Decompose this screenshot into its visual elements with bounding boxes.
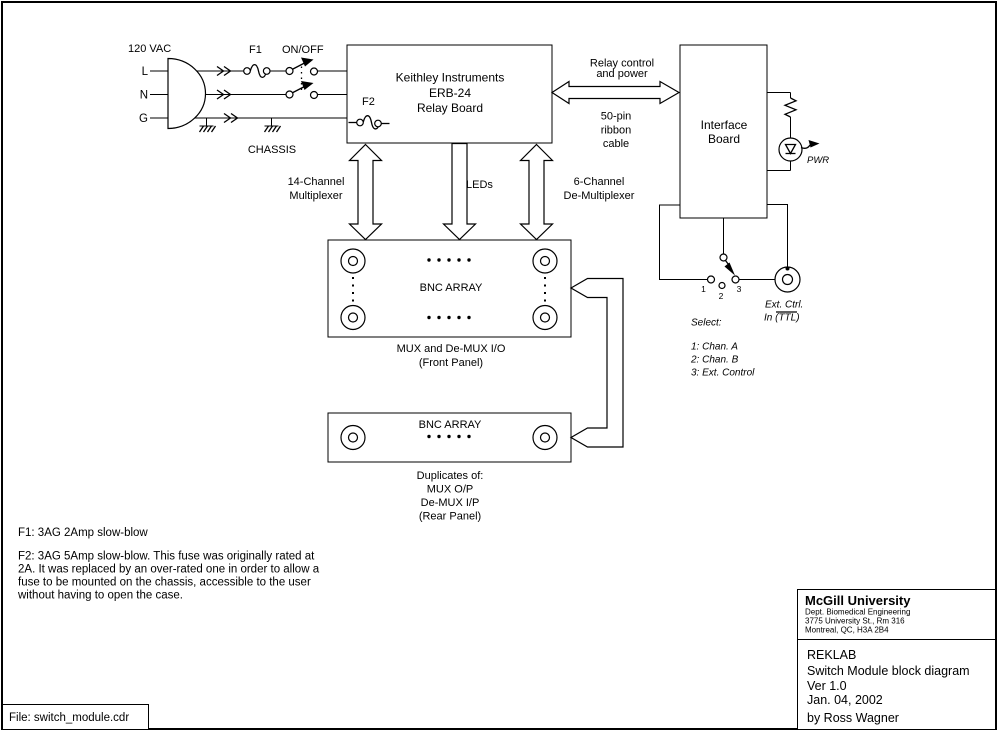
ext-ctrl-bnc-tap xyxy=(786,267,790,271)
selector-circuit xyxy=(660,205,804,379)
relay-board-block xyxy=(347,45,552,143)
leds-label: LEDs xyxy=(466,179,493,191)
title-block xyxy=(798,590,996,730)
front-rear-link-arrow xyxy=(571,279,623,448)
rear-panel-block xyxy=(328,413,571,523)
ribbon-label-top2: and power xyxy=(596,68,648,80)
selector-wire-right xyxy=(767,205,788,268)
rear-panel-caption2: MUX O/P xyxy=(426,483,474,496)
selector-contact-1 xyxy=(708,276,715,283)
ribbon-label-bottom2: ribbon xyxy=(600,124,632,137)
chassis-ground-2 xyxy=(265,118,281,132)
mux-label2: Multiplexer xyxy=(289,190,343,202)
front-panel-caption1: MUX and De-MUX I/O xyxy=(396,343,506,355)
demux-bus-arrow xyxy=(521,145,553,240)
demux-label1: 6-Channel xyxy=(573,176,625,188)
fuse-f1-symbol xyxy=(244,65,270,78)
selector-pos3-label: 3 xyxy=(736,284,742,294)
selector-option3: 3: Ext. Control xyxy=(691,367,755,379)
leds-bus-arrow xyxy=(444,144,476,240)
rear-panel-caption3: De-MUX I/P xyxy=(420,497,480,509)
pwr-led-label: PWR xyxy=(807,155,830,166)
ribbon-label-bottom1: 50-pin xyxy=(600,110,632,123)
file-label: File: switch_module.cdr xyxy=(9,712,130,724)
interface-board-name1: Interface xyxy=(700,118,748,132)
pwr-led-circuit xyxy=(767,93,829,171)
voltage-label: 120 VAC xyxy=(128,43,172,55)
note-f2-line1: F2: 3AG 5Amp slow-blow. This fuse was originally rated at xyxy=(18,550,315,563)
project-name: REKLAB xyxy=(807,648,857,662)
front-panel-title: BNC ARRAY xyxy=(419,282,483,294)
chassis-label: CHASSIS xyxy=(247,144,297,156)
selector-pos1-label: 1 xyxy=(701,284,706,294)
rear-panel-title: BNC ARRAY xyxy=(418,419,482,431)
relay-board-name1: Keithley Instruments xyxy=(395,70,505,85)
note-f2-line3: fuse to be mounted on the chassis, accessible to the user xyxy=(18,576,311,589)
front-panel-caption2: (Front Panel) xyxy=(418,357,484,369)
ribbon-label-bottom3: cable xyxy=(602,138,630,150)
pwr-pointer-curve xyxy=(801,145,810,148)
org-name: McGill University xyxy=(805,593,911,608)
relay-board-name2: ERB-24 xyxy=(428,86,472,100)
selector-pole-contact xyxy=(720,254,727,261)
ext-ctrl-bnc-inner xyxy=(783,275,793,285)
diagram-version: Ver 1.0 xyxy=(807,679,847,693)
ext-ctrl-label1: Ext. Ctrl. xyxy=(765,299,804,311)
org-city: Montreal, QC, H3A 2B4 xyxy=(805,625,889,635)
org-dept: Dept. Biomedical Engineering xyxy=(805,607,911,617)
interface-board-block xyxy=(680,45,767,218)
selector-blade-arrowhead xyxy=(725,263,736,276)
onoff-label: ON/OFF xyxy=(282,44,324,56)
selector-option2: 2: Chan. B xyxy=(691,354,739,366)
line-g-label: G xyxy=(139,113,148,125)
selector-pos2-label: 2 xyxy=(718,291,724,301)
diagram-date: Jan. 04, 2002 xyxy=(807,693,883,707)
bus-arrows xyxy=(288,144,635,240)
fuse2-label: F2 xyxy=(362,96,375,108)
note-f2-line2: 2A. It was replaced by an over-rated one in order to allow a xyxy=(18,563,320,576)
ribbon-cable-link xyxy=(552,58,679,151)
ext-ctrl-label2: In (TTL) xyxy=(764,312,800,324)
rear-panel-caption4: (Rear Panel) xyxy=(418,510,482,523)
ribbon-label-top1: Relay control xyxy=(589,57,655,70)
demux-label2: De-Multiplexer xyxy=(563,190,635,202)
selector-contact-2 xyxy=(719,283,725,289)
front-panel-block xyxy=(328,240,571,369)
note-f1: F1: 3AG 2Amp slow-blow xyxy=(18,527,148,539)
file-label-block xyxy=(3,705,149,730)
ac-power-input xyxy=(128,43,347,156)
selector-title: Select: xyxy=(691,317,722,329)
mux-label1: 14-Channel xyxy=(287,176,345,188)
onoff-switch-symbol xyxy=(286,58,318,99)
mux-bus-arrow xyxy=(350,145,382,240)
led-symbol xyxy=(779,138,802,161)
line-l-label: L xyxy=(141,66,148,78)
line-n-label: N xyxy=(139,89,148,102)
relay-board-name3: Relay Board xyxy=(416,101,484,115)
pwr-pointer-arrowhead xyxy=(809,140,820,148)
org-address: 3775 University St., Rm 316 xyxy=(805,616,905,626)
selector-option1: 1: Chan. A xyxy=(691,341,738,353)
note-f2-line4: without having to open the case. xyxy=(18,589,183,602)
rear-panel-caption1: Duplicates of: xyxy=(416,470,484,482)
fuse1-label: F1 xyxy=(249,44,262,56)
interface-board-name2: Board xyxy=(707,132,741,146)
diagram-title: Switch Module block diagram xyxy=(807,664,970,678)
fuse-notes xyxy=(17,527,320,602)
diagram-author: by Ross Wagner xyxy=(807,711,899,725)
selector-contact-3 xyxy=(732,276,739,283)
ribbon-double-arrow xyxy=(552,82,679,104)
chassis-ground-1 xyxy=(200,118,216,132)
resistor-symbol xyxy=(785,98,796,117)
